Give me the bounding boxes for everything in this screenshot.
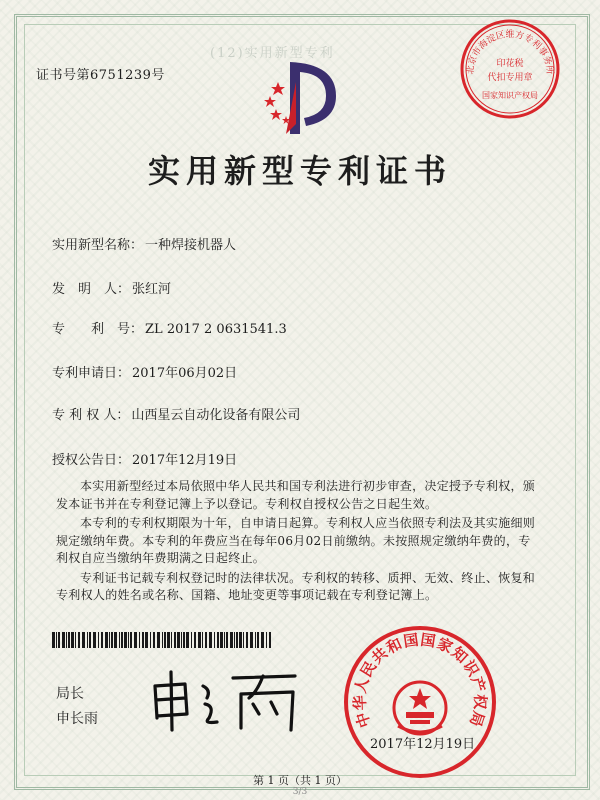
national-emblem-icon: [394, 682, 446, 734]
patent-office-emblem-icon: [256, 52, 346, 142]
field-inventor: [52, 278, 171, 297]
seal-date: 2017年12月19日: [370, 737, 476, 752]
agency-seal-text: 北京市海淀区维方专利事务所: [465, 30, 555, 75]
field-value: ZL 2017 2 0631541.3: [145, 322, 287, 337]
page-number: 第 1 页（共 1 页）: [253, 774, 347, 787]
field-value: 张红河: [132, 282, 172, 297]
director-signature: [145, 664, 305, 734]
body-paragraph-2: 本专利的专利权期限为十年，自申请日起算。专利权人应当依照专利法及其实施细则规定缴纳年费。本专利的年费应当在每年06月02日前缴纳。未按照规定缴纳年费的，专利权自应当缴纳年费期满之日起终止。: [56, 516, 536, 565]
field-patentee: [52, 404, 300, 423]
page-sub-number: 3/3: [292, 787, 308, 797]
field-application-date: [52, 362, 237, 381]
national-ipa-seal: [340, 622, 500, 782]
field-label: 专利申请日：: [52, 366, 131, 381]
national-seal-text: 中华人民共和国国家知识产权局: [350, 630, 490, 730]
body-paragraph-1: 本实用新型经过本局依照中华人民共和国专利法进行初步审查，决定授予专利权，颁发本证书并在专利登记簿上予以登记。专利权自授权公告之日起生效。: [56, 479, 536, 511]
field-value: 山西星云自动化设备有限公司: [131, 408, 301, 423]
agency-seal-middle: 印花税: [496, 59, 524, 69]
field-label: 专 利 号：: [52, 322, 144, 337]
field-patent-number: [52, 318, 287, 337]
agency-seal-bottom: 国家知识产权局: [482, 91, 538, 100]
field-utility-model-name: [52, 234, 236, 253]
body-paragraph-3: 专利证书记载专利权登记时的法律状况。专利权的转移、质押、无效、终止、恢复和专利权人的姓名或名称、国籍、地址变更等事项记载在专利登记簿上。: [56, 570, 536, 602]
agency-seal: [455, 14, 565, 124]
certificate-body: [56, 478, 542, 605]
director-name: 申长雨: [56, 711, 98, 727]
agency-seal-middle2: 代扣专用章: [487, 73, 533, 83]
barcode-icon: [52, 632, 272, 648]
field-label: 实用新型名称：: [52, 238, 144, 253]
field-label: 授权公告日：: [52, 453, 131, 468]
certificate-number: 证书号第6751239号: [36, 68, 165, 83]
field-grant-date: [52, 449, 237, 468]
field-label: 专 利 权 人：: [52, 408, 130, 423]
field-label: 发 明 人：: [52, 282, 131, 297]
director-title: 局长: [56, 686, 84, 702]
field-value: 一种焊接机器人: [145, 238, 237, 253]
field-value: 2017年06月02日: [132, 366, 238, 381]
faint-header: (12)实用新型专利: [210, 46, 335, 61]
field-value: 2017年12月19日: [132, 453, 238, 468]
certificate-title: 实用新型专利证书: [147, 152, 452, 190]
